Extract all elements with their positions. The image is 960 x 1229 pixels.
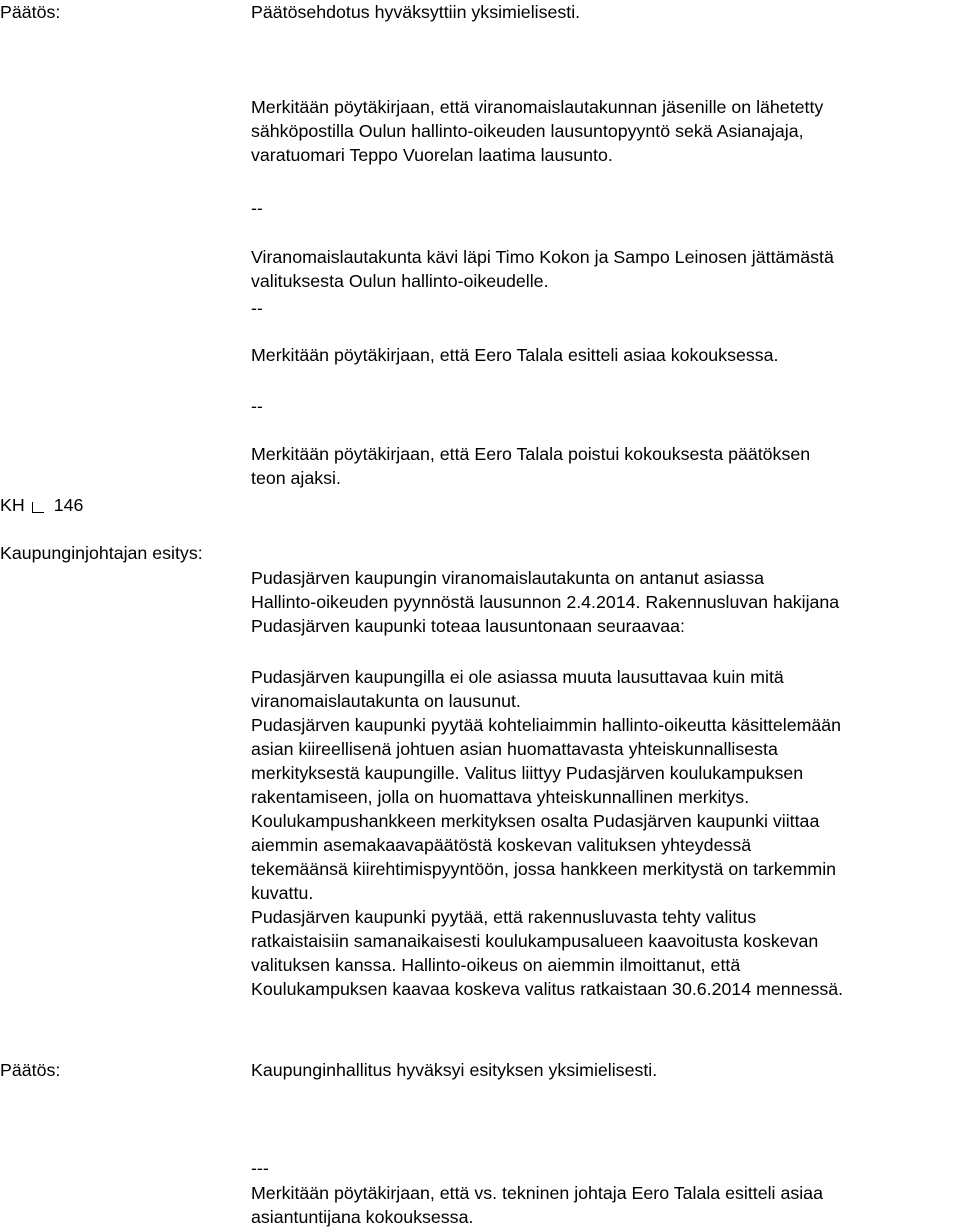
minutes-note-5: Merkitään pöytäkirjaan, että vs. tekninen johtaja Eero Talala esitteli asiaa asiantuntijana kokouksessa.: [251, 1183, 823, 1227]
separator-1: --: [251, 198, 263, 218]
case-prefix: KH: [0, 495, 25, 515]
case-number-value: 146: [53, 495, 84, 515]
separator-2: --: [251, 298, 263, 318]
minutes-note-1: Merkitään pöytäkirjaan, että viranomaislautakunnan jäsenille on lähetetty sähköpostilla Oulun hallinto-oikeuden lausuntopyyntö sekä Asianajaja, varatuomari Teppo Vuorelan laatima lausunto.: [251, 97, 824, 165]
decision-label-2: Päätös:: [0, 1060, 61, 1080]
separator-3: --: [251, 396, 263, 416]
proposal-label: Kaupunginjohtajan esitys:: [0, 543, 203, 563]
minutes-note-4: Merkitään pöytäkirjaan, että Eero Talala poistui kokouksesta päätöksen teon ajaksi.: [251, 444, 811, 488]
decision-text-1: Päätösehdotus hyväksyttiin yksimielisesti.: [251, 2, 581, 22]
proposal-intro: Pudasjärven kaupungin viranomaislautakunta on antanut asiassa Hallinto-oikeuden pyynnöstä lausunnon 2.4.2014. Rakennusluvan hakijana Pudasjärven kaupunki toteaa lausuntonaan seuraavaa:: [251, 568, 840, 636]
case-marker-icon: [32, 502, 44, 513]
proposal-body: Pudasjärven kaupungilla ei ole asiassa muuta lausuttavaa kuin mitä viranomaislautakunta on lausunut. Pudasjärven kaupunki pyytää kohteliaimmin hallinto-oikeutta käsittelemään asian kiireellisenä johtuen asian huomattavasta yhteiskunnallisesta merkityksestä kaupungille. Valitus liittyy Pudasjärven koulukampuksen rakentamiseen, jolla on huomattava yhteiskunnallinen merkitys. Koulukampushankkeen merkityksen osalta Pudasjärven kaupunki viittaa aiemmin asemakaavapäätöstä koskevan valituksen yhteydessä tekemäänsä kiirehtimispyyntöön, jossa hankkeen merkitystä on tarkemmin kuvattu. Pudasjärven kaupunki pyytää, että rakennusluvasta tehty valitus ratkaistaisiin samanaikaisesti koulukampusalueen kaavoitusta koskevan valituksen kanssa. Hallinto-oikeus on aiemmin ilmoittanut, että Koulukampuksen kaavaa koskeva valitus ratkaistaan 30.6.2014 mennessä.: [251, 667, 844, 999]
decision-label-1: Päätös:: [0, 2, 61, 22]
decision-text-2: Kaupunginhallitus hyväksyi esityksen yksimielisesti.: [251, 1060, 658, 1080]
case-number: [0, 493, 83, 517]
minutes-note-3: Merkitään pöytäkirjaan, että Eero Talala esitteli asiaa kokouksessa.: [251, 345, 779, 365]
separator-4: ---: [251, 1158, 269, 1178]
minutes-note-2: Viranomaislautakunta kävi läpi Timo Kokon ja Sampo Leinosen jättämästä valituksesta Oulun hallinto-oikeudelle.: [251, 247, 834, 291]
